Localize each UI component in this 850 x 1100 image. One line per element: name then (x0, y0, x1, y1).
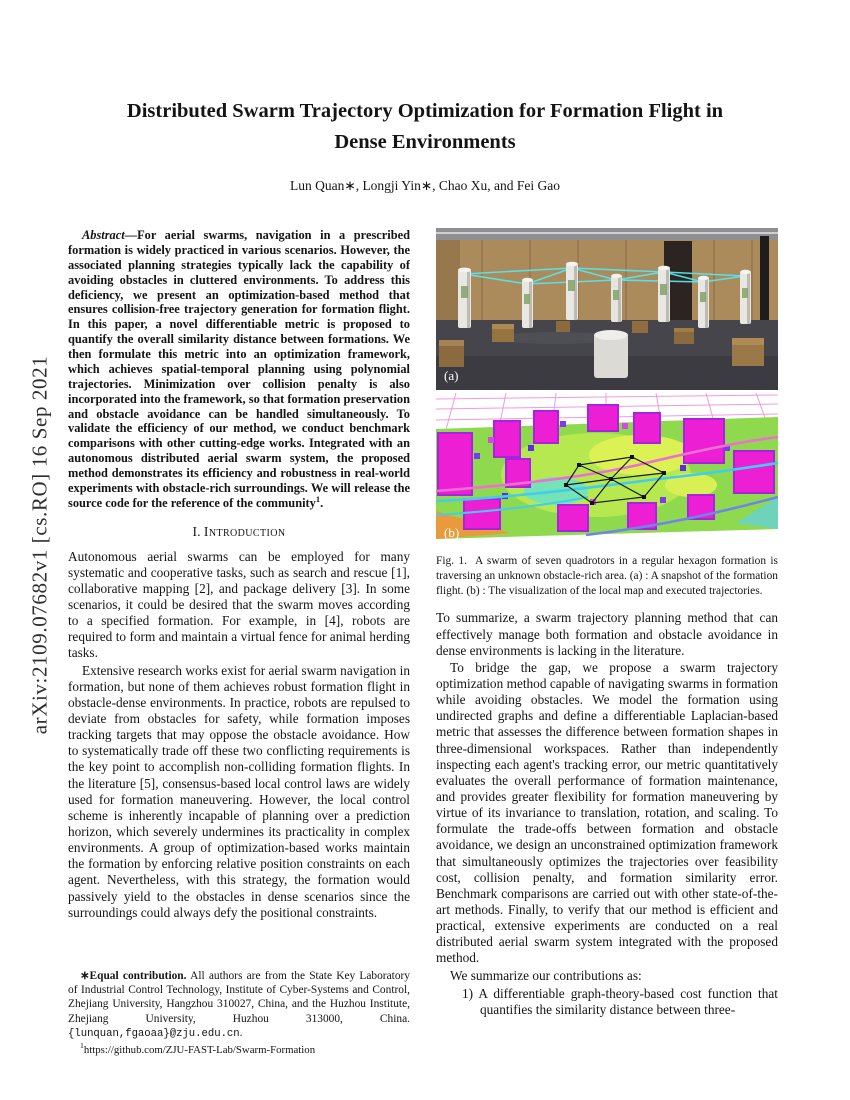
abstract-label: Abstract (82, 228, 125, 242)
abstract-tail: . (320, 495, 324, 510)
figure-1-caption (436, 554, 778, 598)
intro-paragraph-1: Autonomous aerial swarms can be employed for many systematic and cooperative tasks, such as search and rescue [1], collaborative mapping [2], and package delivery [3]. In some scenarios, it could be desired that the swarm moves according to a specified formation. For example, in [4], robots are required to form and maintain a virtual fence for animal herding tasks. (68, 548, 410, 661)
subfigure-b-label: (b) (444, 525, 460, 540)
abstract-dash: — (124, 228, 138, 242)
arxiv-watermark: arXiv:2109.07682v1 [cs.RO] 16 Sep 2021 (27, 355, 52, 735)
left-column (68, 228, 410, 1058)
section-title: Introduction (203, 523, 286, 539)
intro-paragraph-2: Extensive research works exist for aerial swarm navigation in formation, but none of them achieves robust formation flight in obstacle-dense environments. In practice, robots are repulsed to deviate from obstacles for safety, while formation imposes tracking targets that may oppose the obstacle avoidance. How to systematically trade off these two conflicting requirements is the key point to accomplish non-colliding formation flights. In the literature [5], consensus-based local control laws are widely used for formation maneuvering. However, the local control scheme is inherently incapable of planning over a prediction horizon, which severely undermines its practicality in complex environments. A group of optimization-based works maintain the formation by enforcing relative position constraints on each agent. Nevertheless, with this strategy, the formation would passively yield to the obstacles in dense scenarios since the surroundings could always defy the positional constraints. (68, 662, 410, 920)
figure-1a-photo (436, 228, 778, 390)
abstract-footnote-mark: 1 (315, 493, 321, 504)
tripod-pole (760, 236, 769, 324)
right-paragraph-1: To summarize, a swarm trajectory planning method that can effectively manage both formation and obstacle avoidance in dense environments is lacking in the literature. (436, 610, 778, 658)
equal-contribution-note: ∗Equal contribution. (80, 969, 187, 982)
affiliation-text: All authors are from the State Key Laboratory of Industrial Control Technology, Institute of Cyber-Systems and Control, Zhejiang University, Hangzhou 310027, China, and the Huzhou Institute, Zhejiang University, Huzhou 313000, China. (68, 969, 410, 1025)
footnote-affiliation (68, 969, 410, 1042)
contribution-item-1 (436, 986, 778, 1018)
figure-1 (436, 228, 778, 598)
figure-caption-label: Fig. 1. (436, 555, 467, 567)
footnotes-block (68, 963, 410, 1058)
right-paragraph-2: To bridge the gap, we propose a swarm trajectory optimization method capable of navigating swarms in formation while avoiding obstacles. We model the formation using undirected graphs and define a differentiable Laplacian-based metric that assesses the difference between formation shapes in three-dimensional workspaces. Rather than independently inspecting each agent's tracking error, our metric quantitatively evaluates the overall performance of formation maintenance, and provides greater flexibility for formation maneuvering by virtue of its invariance to translation, rotation, and scaling. To formulate the trade-offs between formation and obstacle avoidance, we design an unconstrained optimization framework that simultaneously optimizes the trajectories over feasibility cost, collision penalty, and formation similarity error. Benchmark comparisons are carried out with other state-of-the-art methods. Finally, to verify that our method is efficient and practical, extensive experiments are conducted on a real distributed aerial swarm system integrated with the proposed method. (436, 659, 778, 966)
email-tail: . (239, 1027, 243, 1040)
footnote-mark: 1 (80, 1041, 84, 1051)
github-link[interactable]: https://github.com/ZJU-FAST-Lab/Swarm-Formation (83, 1044, 316, 1057)
subfigure-a-label: (a) (444, 368, 459, 383)
right-column (436, 228, 778, 1058)
figure-caption-text: A swarm of seven quadrotors in a regular hexagon formation is traversing an unknown obstacle-rich area. (a) : A snapshot of the formation flight. (b) : The visualization of the local map and executed trajectories. (436, 555, 778, 597)
contact-email[interactable]: {lunquan,fgaoaa}@zju.edu.cn (68, 1028, 240, 1041)
section-heading-introduction (68, 524, 410, 540)
contribution-text: A differentiable graph-theory-based cost function that quantifies the similarity distance between three- (478, 985, 778, 1017)
abstract-body: For aerial swarms, navigation in a prescribed formation is widely practiced in various scenarios. However, the associated planning strategies typically lack the capability of avoiding obstacles in cluttered environments. To address this deficiency, we present an optimization-based method that ensures collision-free trajectory generation for formation flight. In this paper, a novel differentiable metric is proposed to quantify the overall similarity distance between formations. We then formulate this metric into an optimization framework, which achieves spatial-temporal planning using polynomial trajectories. Minimization over collision penalty is also incorporated into the framework, so that formation preservation and obstacle avoidance can be handled simultaneously. To validate the efficiency of our method, we conduct benchmark comparisons with other cutting-edge works. Integrated with an autonomous distributed aerial swarm system, the proposed method demonstrates its efficiency and robustness in real-world experiments with obstacle-rich surroundings. We will release the source code for the reference of the community (68, 228, 410, 510)
section-number: I. (192, 523, 201, 539)
paper-title (60, 96, 790, 158)
authors-line: Lun Quan∗, Longji Yin∗, Chao Xu, and Fei Gao (290, 178, 560, 193)
white-canister (594, 330, 628, 378)
footnote-code-release (68, 1043, 410, 1058)
abstract (68, 228, 410, 511)
contribution-number: 1) (462, 985, 474, 1001)
contributions-intro: We summarize our contributions as: (450, 967, 642, 983)
two-column-body (68, 228, 778, 1058)
title-line-2: Dense Environments (334, 130, 516, 153)
title-line-1: Distributed Swarm Trajectory Optimization for Formation Flight in (126, 100, 724, 122)
ceiling (436, 228, 778, 242)
figure-1b-map (436, 393, 778, 545)
